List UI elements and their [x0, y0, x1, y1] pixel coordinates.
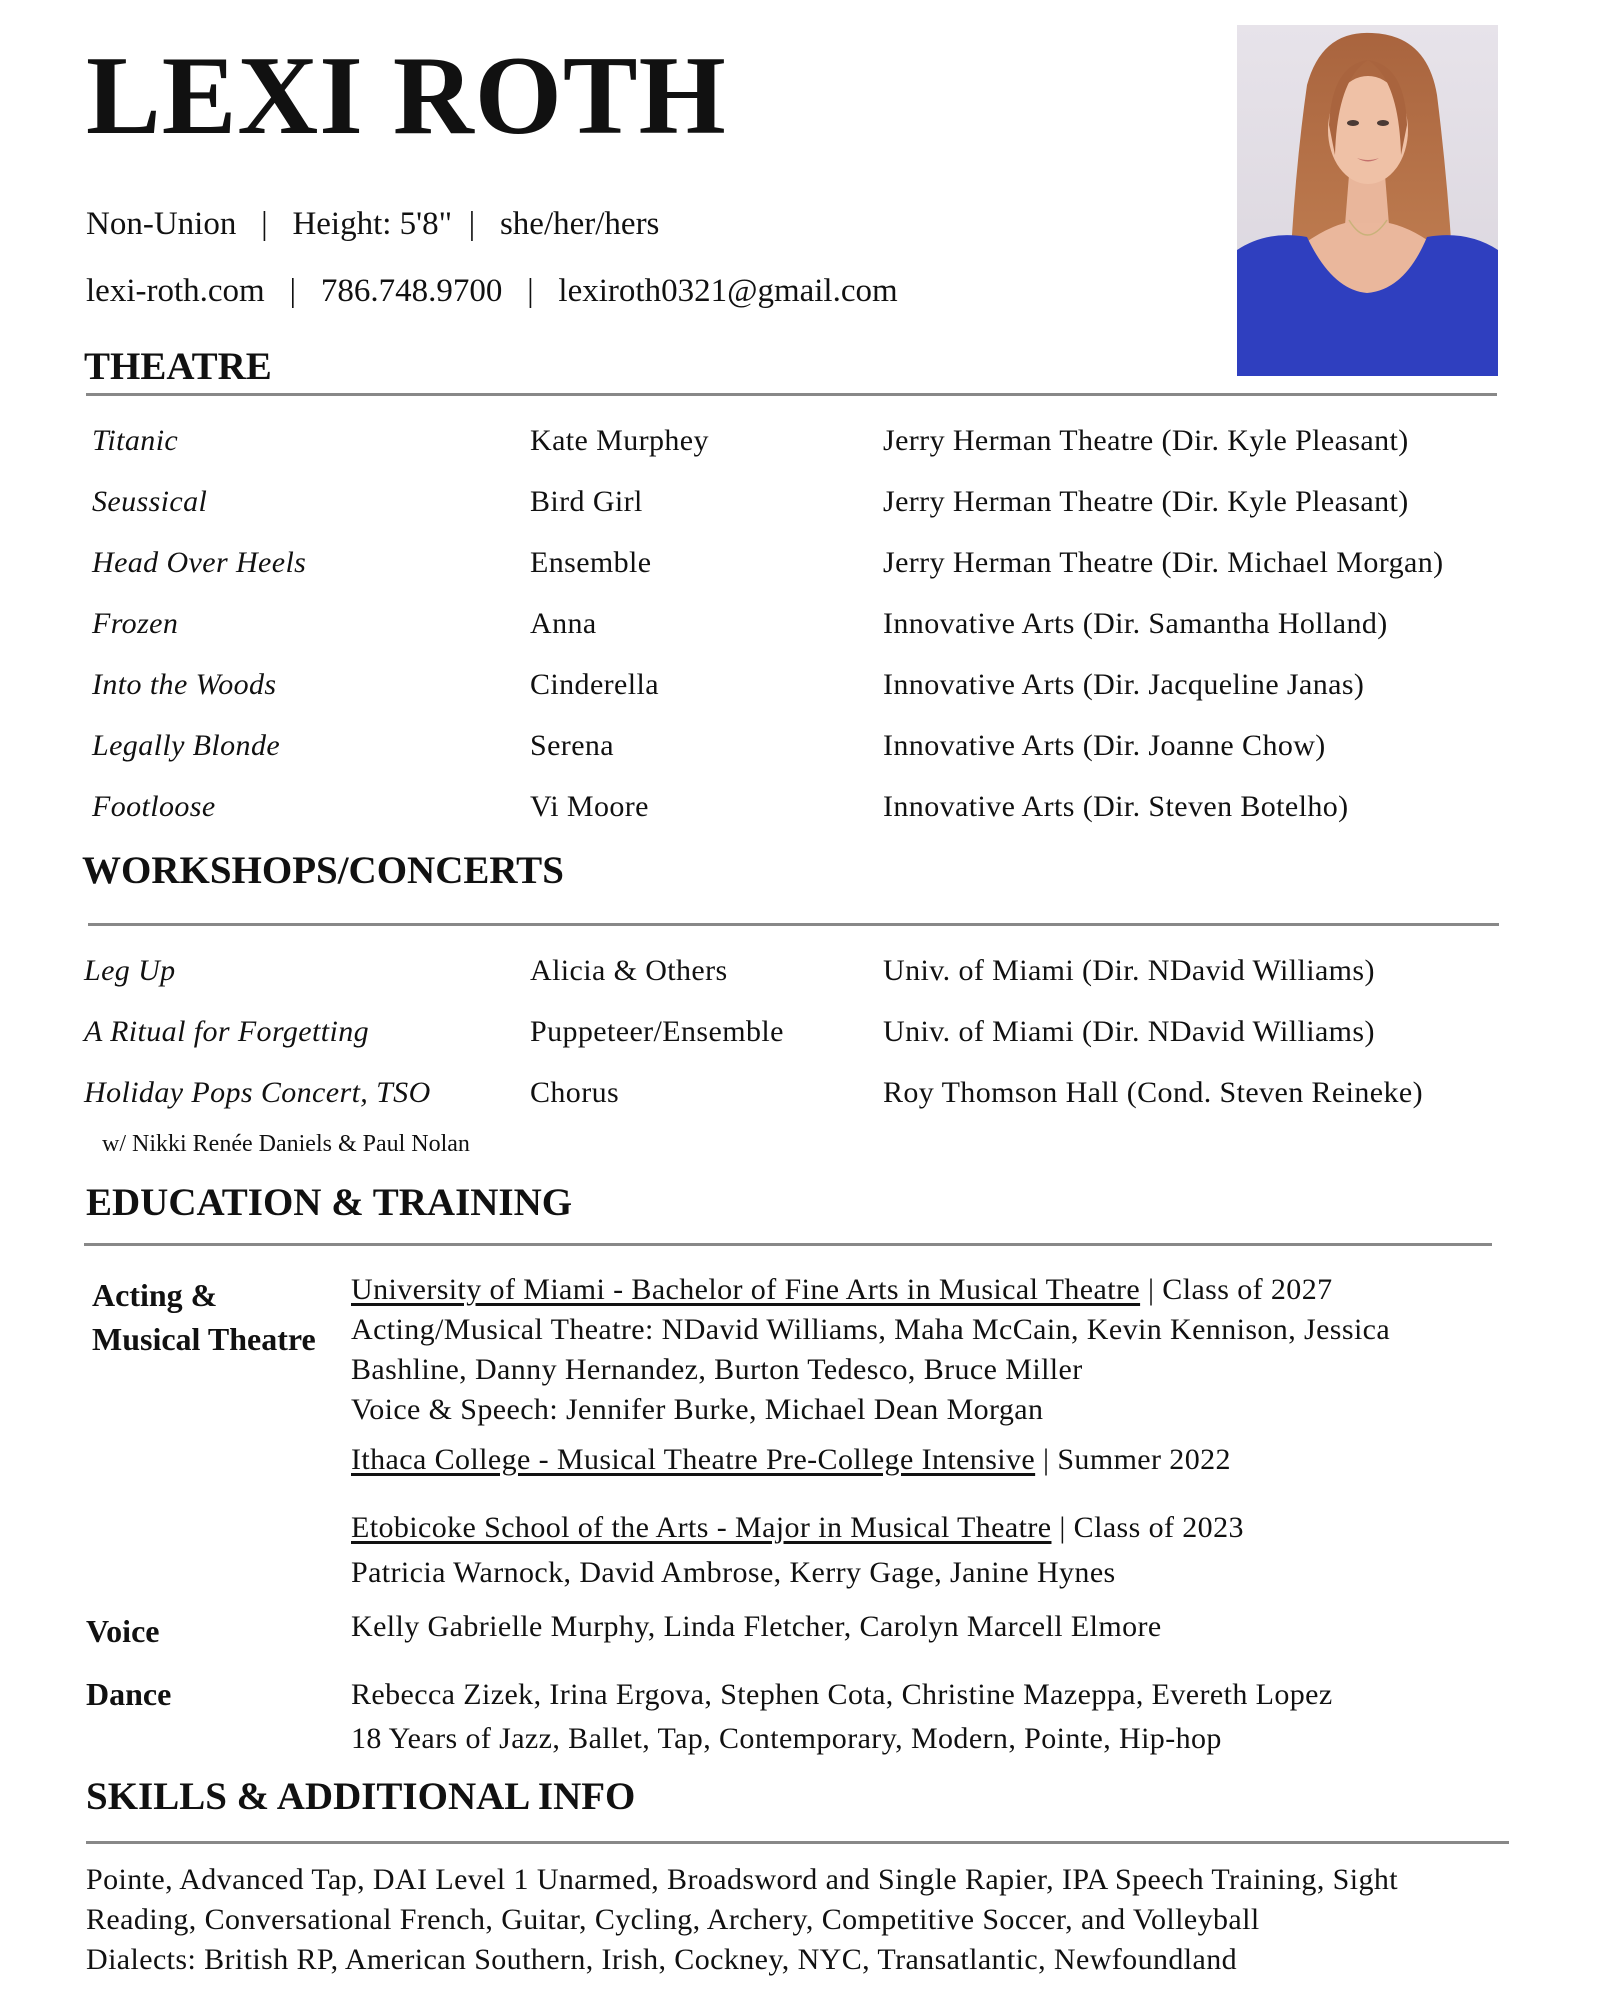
section-education-heading: EDUCATION & TRAINING [86, 1181, 573, 1224]
dance-styles: 18 Years of Jazz, Ballet, Tap, Contemporary, Modern, Pointe, Hip-hop [351, 1722, 1222, 1755]
credit-venue: Univ. of Miami (Dir. NDavid Williams) [883, 954, 1375, 987]
phone-number: 786.748.9700 [320, 273, 503, 309]
section-workshops-heading: WORKSHOPS/CONCERTS [82, 849, 564, 892]
separator: | [261, 206, 268, 242]
credit-show: Into the Woods [92, 668, 277, 701]
credit-role: Alicia & Others [530, 954, 728, 987]
credit-role: Vi Moore [530, 790, 649, 823]
section-divider [88, 923, 1499, 926]
class-year: | Class of 2027 [1140, 1273, 1333, 1306]
credit-venue: Jerry Herman Theatre (Dir. Kyle Pleasant) [883, 424, 1409, 457]
training-label-voice: Voice [86, 1613, 160, 1649]
credit-venue: Univ. of Miami (Dir. NDavid Williams) [883, 1015, 1375, 1048]
credit-show: Holiday Pops Concert, TSO [84, 1076, 431, 1109]
teachers-line: Voice & Speech: Jennifer Burke, Michael Dean Morgan [351, 1393, 1044, 1426]
credit-venue: Innovative Arts (Dir. Samantha Holland) [883, 607, 1388, 640]
credit-role: Chorus [530, 1076, 620, 1109]
section-skills-heading: SKILLS & ADDITIONAL INFO [86, 1775, 636, 1818]
skills-line: Dialects: British RP, American Southern, Irish, Cockney, NYC, Transatlantic, Newfoundland [86, 1943, 1238, 1976]
credit-role: Bird Girl [530, 485, 643, 518]
separator: | [527, 273, 534, 309]
workshop-note: w/ Nikki Renée Daniels & Paul Nolan [102, 1131, 470, 1157]
info-line-1 [86, 206, 659, 243]
credit-role: Cinderella [530, 668, 659, 701]
credit-show: Frozen [92, 607, 179, 640]
credit-show: Footloose [92, 790, 216, 823]
school-name: Etobicoke School of the Arts - Major in Musical Theatre [351, 1511, 1052, 1544]
school-name: University of Miami - Bachelor of Fine Arts in Musical Theatre [351, 1273, 1141, 1306]
credit-role: Ensemble [530, 546, 652, 579]
headshot-photo [1237, 25, 1498, 376]
credit-role: Puppeteer/Ensemble [530, 1015, 784, 1048]
credit-show: Leg Up [84, 954, 176, 987]
credit-show: Legally Blonde [92, 729, 281, 762]
credit-show: Seussical [92, 485, 208, 518]
credit-venue: Innovative Arts (Dir. Jacqueline Janas) [883, 668, 1365, 701]
separator: | [289, 273, 297, 309]
teachers-line: Rebecca Zizek, Irina Ergova, Stephen Cota, Christine Mazeppa, Evereth Lopez [351, 1678, 1333, 1711]
resume-name: LEXI ROTH [86, 34, 727, 158]
height: Height: 5'8" [292, 206, 453, 242]
section-divider [86, 393, 1497, 396]
credit-show: Head Over Heels [92, 546, 307, 579]
section-theatre-heading: THEATRE [84, 345, 272, 388]
training-label-acting: Musical Theatre [92, 1321, 316, 1357]
teachers-line: Acting/Musical Theatre: NDavid Williams, Maha McCain, Kevin Kennison, Jessica [351, 1313, 1391, 1346]
education-entry-esa [351, 1511, 1244, 1545]
teachers-line: Kelly Gabrielle Murphy, Linda Fletcher, Carolyn Marcell Elmore [351, 1610, 1162, 1643]
school-name: Ithaca College - Musical Theatre Pre-College Intensive [351, 1443, 1036, 1476]
section-divider [84, 1243, 1492, 1246]
separator: | [468, 206, 476, 242]
education-entry-um [351, 1273, 1333, 1307]
credit-role: Anna [530, 607, 597, 640]
info-line-2 [86, 273, 898, 310]
website-link[interactable]: lexi-roth.com [86, 273, 265, 309]
section-divider [86, 1841, 1509, 1844]
class-year: | Summer 2022 [1035, 1443, 1231, 1476]
credit-venue: Jerry Herman Theatre (Dir. Kyle Pleasant) [883, 485, 1409, 518]
email-link[interactable]: lexiroth0321@gmail.com [558, 273, 898, 309]
credit-venue: Innovative Arts (Dir. Joanne Chow) [883, 729, 1326, 762]
credit-venue: Innovative Arts (Dir. Steven Botelho) [883, 790, 1349, 823]
teachers-line: Bashline, Danny Hernandez, Burton Tedesco, Bruce Miller [351, 1353, 1083, 1386]
class-year: | Class of 2023 [1051, 1511, 1244, 1544]
union-status: Non-Union [86, 206, 237, 242]
credit-show: A Ritual for Forgetting [84, 1015, 370, 1048]
credit-show: Titanic [92, 424, 179, 457]
training-label-acting: Acting & [92, 1277, 218, 1313]
teachers-line: Patricia Warnock, David Ambrose, Kerry Gage, Janine Hynes [351, 1556, 1116, 1589]
training-label-dance: Dance [86, 1676, 172, 1712]
education-entry-ithaca [351, 1443, 1231, 1477]
skills-line: Pointe, Advanced Tap, DAI Level 1 Unarmed, Broadsword and Single Rapier, IPA Speech Training, Sight [86, 1863, 1398, 1896]
credit-role: Serena [530, 729, 615, 762]
skills-line: Reading, Conversational French, Guitar, Cycling, Archery, Competitive Soccer, and Volleyball [86, 1903, 1260, 1936]
credit-venue: Roy Thomson Hall (Cond. Steven Reineke) [883, 1076, 1423, 1109]
credit-venue: Jerry Herman Theatre (Dir. Michael Morgan) [883, 546, 1444, 579]
credit-role: Kate Murphey [530, 424, 709, 457]
pronouns: she/her/hers [499, 206, 660, 242]
